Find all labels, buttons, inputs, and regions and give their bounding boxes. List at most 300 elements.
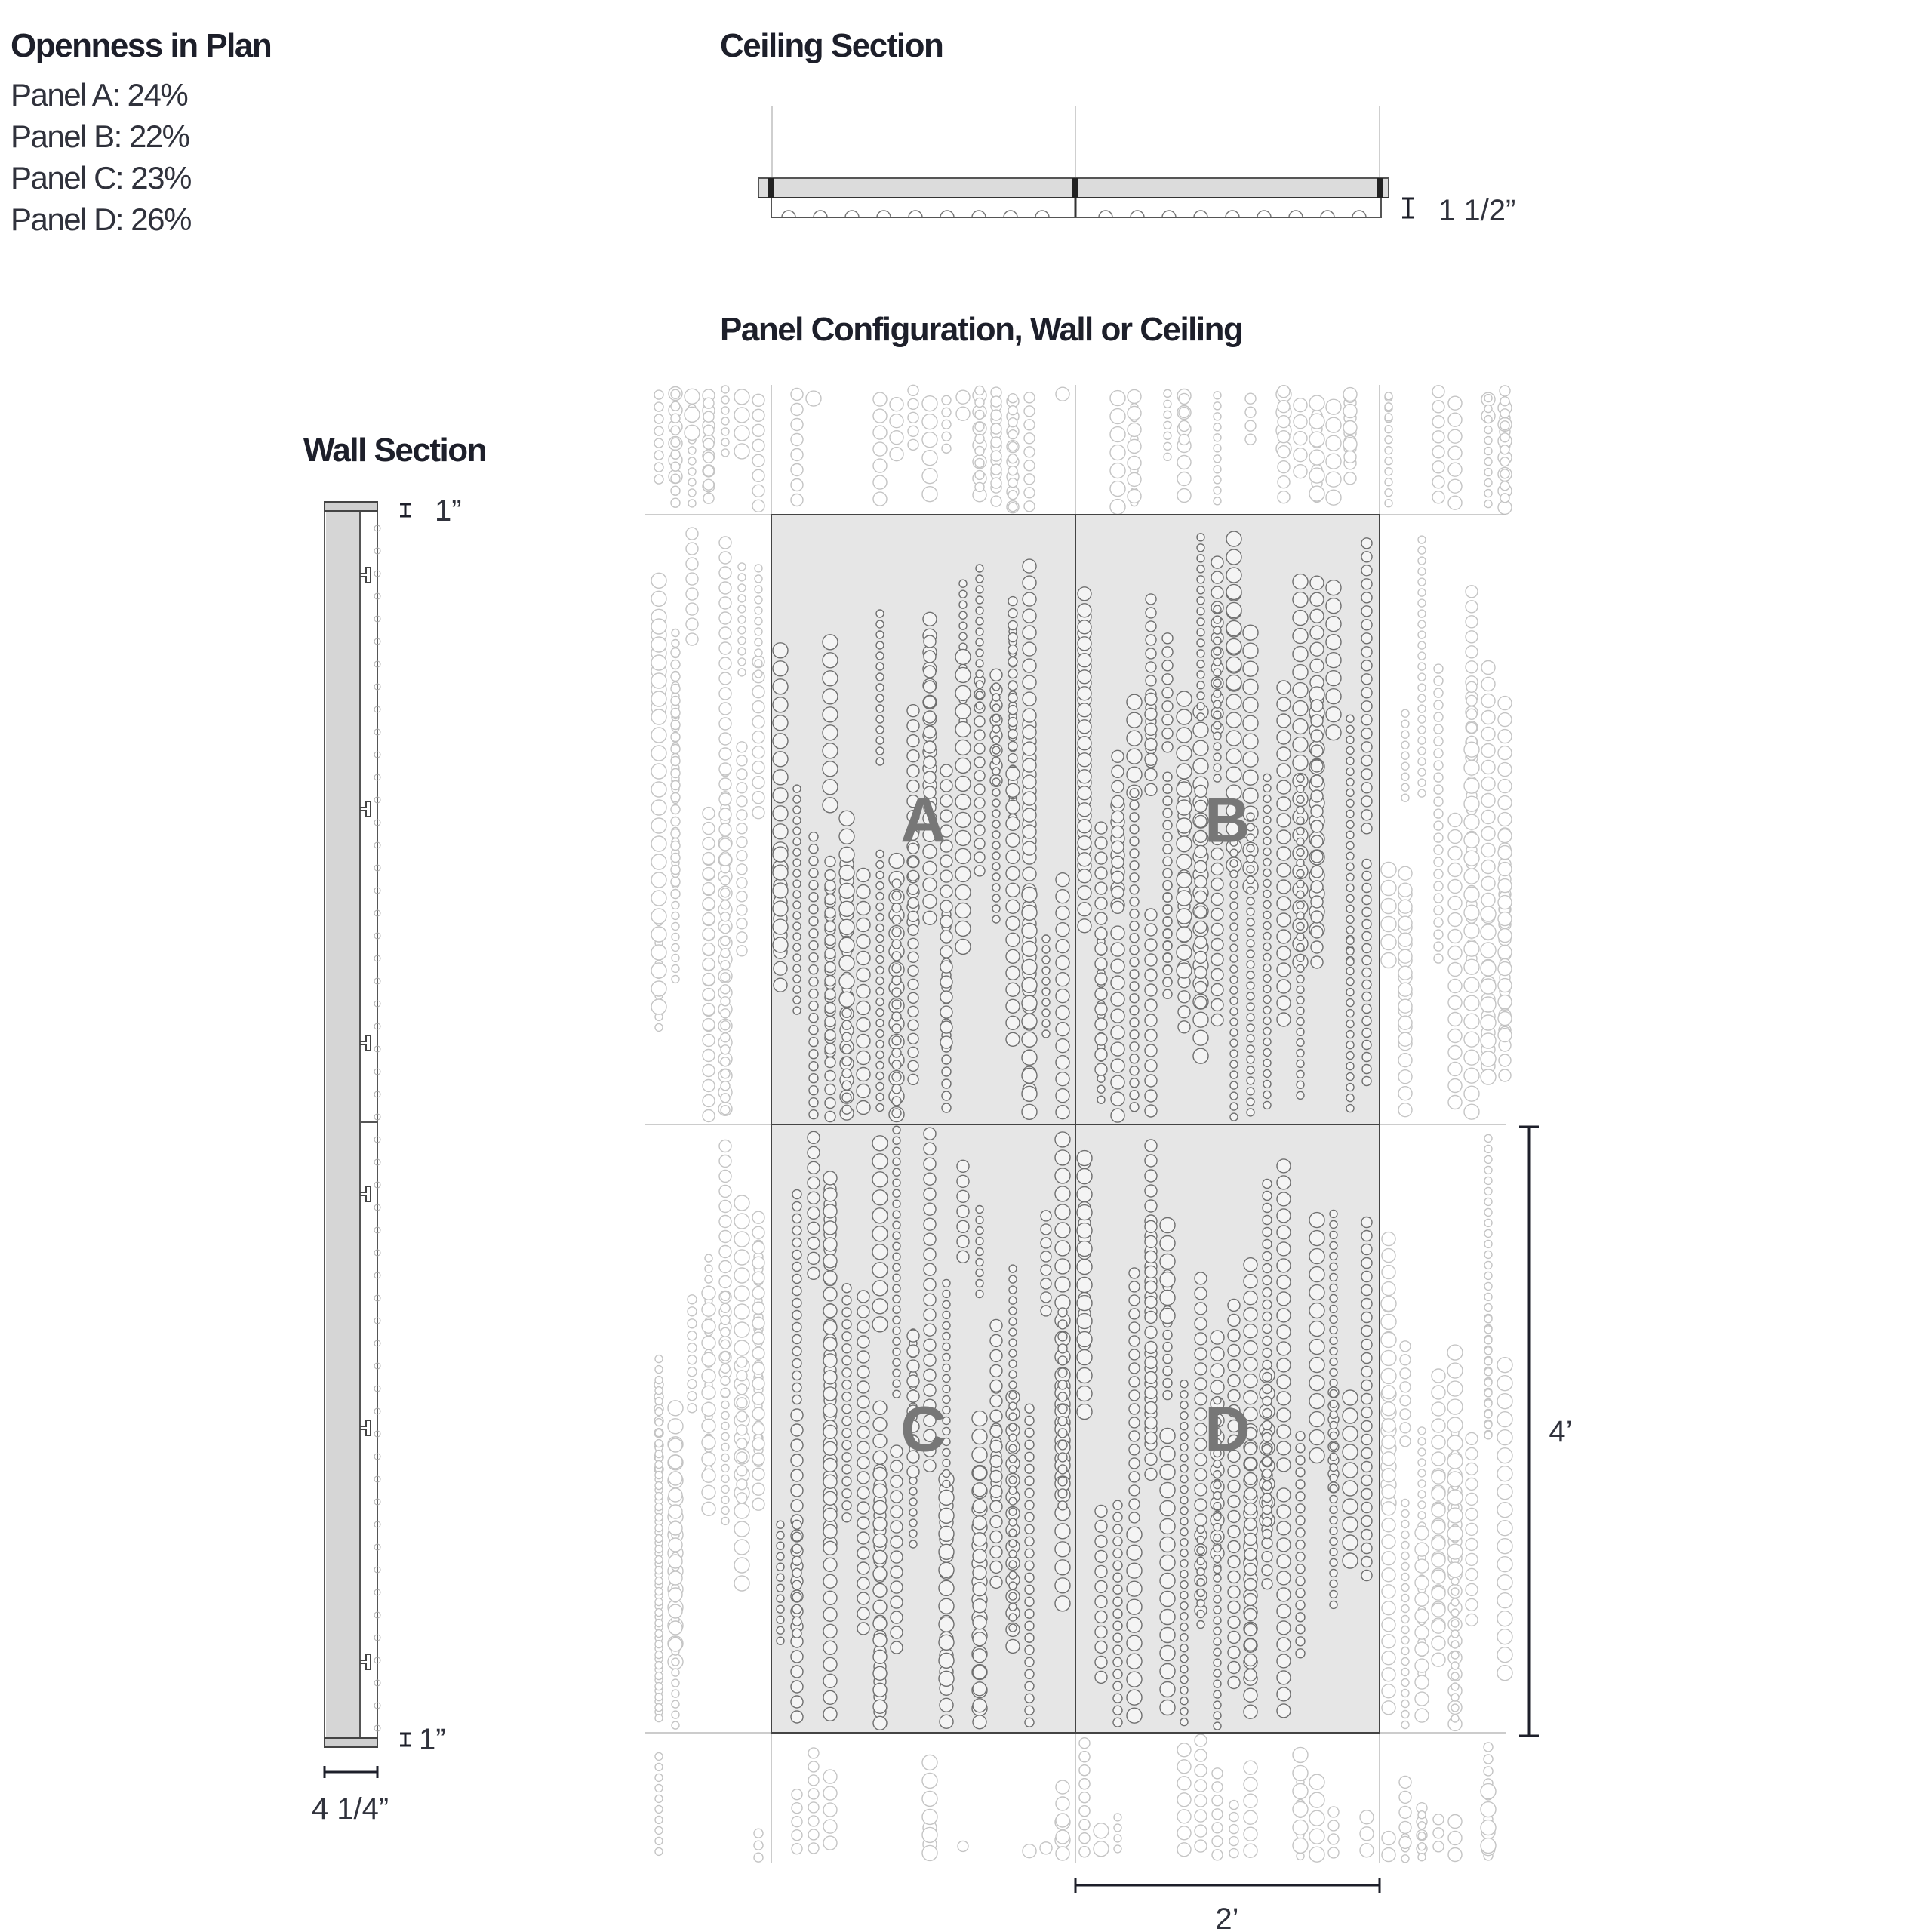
perforation-hole [1110, 463, 1125, 478]
perforation-hole [1130, 1054, 1139, 1063]
perforation-hole [1114, 1814, 1121, 1821]
perforation-hole [1418, 1843, 1426, 1850]
perforation-hole [1022, 1032, 1037, 1047]
perforation-hole [1008, 621, 1017, 630]
perforation-hole [1346, 778, 1354, 786]
perforation-hole [842, 1057, 851, 1066]
perforation-hole [1077, 1314, 1092, 1329]
perforation-hole [990, 1380, 1002, 1392]
perforation-hole [1077, 1169, 1092, 1184]
perforation-hole [1077, 1223, 1092, 1238]
perforation-hole [1247, 1003, 1254, 1011]
perforation-hole [1228, 1360, 1240, 1372]
perforation-hole [738, 574, 746, 581]
perforation-hole [924, 1173, 936, 1185]
perforation-hole [1130, 825, 1139, 834]
perforation-hole [1247, 971, 1254, 979]
perforation-hole [1212, 1850, 1223, 1860]
perforation-hole [1361, 1285, 1372, 1296]
perforation-hole [808, 1829, 819, 1840]
perforation-hole [808, 1267, 820, 1279]
perforation-hole [1466, 1568, 1478, 1580]
perforation-hole [1180, 1444, 1188, 1451]
perforation-hole [857, 985, 870, 998]
perforation-hole [1247, 1045, 1254, 1053]
perforation-hole [1113, 1561, 1122, 1570]
perforation-hole [973, 1666, 986, 1679]
perforation-hole [1399, 1821, 1411, 1833]
perforation-hole [1009, 1550, 1017, 1558]
perforation-hole [1160, 1254, 1175, 1269]
perforation-hole [1008, 406, 1017, 415]
perforation-hole [1195, 1272, 1207, 1284]
perforation-hole [792, 1299, 801, 1308]
perforation-hole [1401, 1552, 1409, 1560]
perforation-hole [669, 1488, 682, 1502]
perforation-hole [940, 1036, 952, 1048]
perforation-hole [842, 1069, 851, 1078]
perforation-hole [1362, 1017, 1371, 1026]
perforation-hole [1381, 935, 1396, 950]
perforation-hole [1346, 768, 1354, 775]
perforation-hole [1466, 1447, 1478, 1460]
perforation-hole [1466, 1508, 1478, 1520]
perforation-hole [1277, 764, 1291, 777]
perforation-hole [823, 1524, 837, 1538]
perforation-hole [825, 962, 835, 973]
perforation-hole [1214, 1574, 1221, 1582]
perforation-hole [1077, 1368, 1092, 1383]
perforation-hole [702, 1369, 715, 1383]
perforation-hole [1230, 1060, 1238, 1068]
perforation-hole [1293, 1747, 1308, 1762]
perforation-hole [1484, 1337, 1492, 1344]
perforation-hole [1484, 437, 1492, 445]
perforation-hole [1500, 421, 1509, 430]
perforation-hole [808, 1748, 819, 1758]
perforation-hole [1146, 648, 1156, 659]
perforation-hole [1177, 691, 1192, 706]
perforation-hole [1008, 454, 1017, 463]
perforation-hole [1226, 602, 1241, 617]
perforation-hole [1330, 1537, 1337, 1545]
perforation-hole [1263, 1409, 1272, 1418]
perforation-hole [1400, 1341, 1411, 1352]
perforation-hole [990, 1470, 1002, 1482]
perforation-hole [1432, 1402, 1445, 1416]
perforation-hole [1180, 1581, 1188, 1589]
perforation-hole [1361, 1326, 1372, 1337]
perforation-hole [651, 709, 666, 724]
perforation-hole [1211, 1331, 1224, 1344]
perforation-hole [990, 1334, 1002, 1346]
perforation-hole [721, 386, 729, 393]
perforation-hole [1163, 1379, 1172, 1388]
perforation-hole [1023, 559, 1036, 573]
perforation-hole [1362, 992, 1371, 1001]
perforation-hole [1145, 723, 1157, 735]
perforation-hole [792, 1532, 801, 1541]
perforation-hole [1346, 999, 1354, 1007]
perforation-hole [1230, 881, 1238, 888]
perforation-hole [1277, 747, 1291, 761]
perforation-hole [1130, 1030, 1139, 1039]
perforation-hole [1293, 1820, 1308, 1835]
perforation-hole [873, 1650, 887, 1663]
perforation-hole [1361, 565, 1372, 576]
perforation-hole [823, 1387, 837, 1401]
perforation-hole [1163, 1355, 1172, 1364]
wall-width-dimension-label: 4 1/4” [311, 1792, 389, 1826]
perforation-hole [1296, 1516, 1305, 1525]
perforation-hole [1006, 800, 1020, 814]
perforation-hole [924, 1309, 936, 1321]
perforation-hole [721, 1009, 730, 1018]
perforation-hole [1382, 1618, 1395, 1632]
perforation-hole [1385, 392, 1392, 400]
perforation-hole [1247, 961, 1254, 968]
perforation-hole [1400, 1395, 1411, 1406]
perforation-hole [1025, 1573, 1034, 1582]
perforation-hole [1484, 1251, 1492, 1258]
perforation-hole [991, 396, 1001, 407]
perforation-hole [1025, 1561, 1034, 1570]
perforation-hole [655, 1609, 663, 1617]
perforation-hole [1361, 1448, 1372, 1459]
perforation-hole [1214, 732, 1221, 740]
perforation-hole [1229, 1837, 1238, 1846]
perforation-hole [1361, 755, 1372, 766]
perforation-hole [1247, 1109, 1254, 1116]
perforation-hole [1309, 1810, 1324, 1826]
perforation-hole [1382, 1552, 1395, 1565]
perforation-hole [955, 794, 971, 809]
perforation-hole [1041, 1251, 1051, 1262]
perforation-hole [1400, 1423, 1411, 1433]
perforation-hole [990, 1500, 1002, 1512]
perforation-hole [791, 1696, 803, 1708]
perforation-hole [1177, 1777, 1191, 1790]
perforation-hole [1127, 1708, 1142, 1723]
perforation-hole [1056, 1830, 1069, 1844]
perforation-hole [737, 1398, 747, 1408]
perforation-hole [755, 660, 762, 667]
perforation-hole [1244, 1341, 1257, 1355]
perforation-hole [1058, 1429, 1067, 1438]
perforation-hole [1195, 1795, 1207, 1807]
perforation-hole [686, 588, 698, 600]
perforation-hole [1415, 1576, 1429, 1589]
perforation-hole [737, 905, 747, 915]
perforation-hole [1277, 963, 1291, 977]
perforation-hole [1330, 1601, 1337, 1608]
perforation-hole [1229, 1825, 1238, 1834]
perforation-hole [893, 1369, 900, 1377]
perforation-hole [957, 1190, 969, 1202]
perforation-hole [809, 941, 818, 950]
perforation-hole [688, 1404, 697, 1413]
perforation-hole [809, 844, 818, 854]
perforation-hole [688, 1367, 697, 1377]
perforation-hole [876, 1009, 884, 1017]
perforation-hole [1195, 891, 1207, 903]
perforation-hole [1330, 1442, 1337, 1450]
perforation-hole [1130, 789, 1139, 798]
perforation-hole [908, 924, 918, 935]
perforation-hole [957, 1220, 969, 1232]
perforation-hole [990, 1410, 1002, 1422]
perforation-hole [688, 1355, 697, 1364]
perforation-hole [1214, 700, 1221, 708]
openness-item-d: Panel D: 26% [11, 202, 191, 237]
perforation-hole [975, 398, 984, 407]
perforation-hole [876, 872, 884, 879]
perforation-hole [1008, 478, 1017, 488]
perforation-hole [1127, 749, 1142, 764]
perforation-hole [992, 873, 1000, 881]
perforation-hole [1448, 1063, 1462, 1076]
perforation-hole [1346, 789, 1354, 796]
perforation-hole [857, 1517, 869, 1529]
perforation-hole [809, 1038, 818, 1047]
perforation-hole [924, 756, 936, 768]
perforation-hole [1128, 456, 1141, 469]
perforation-hole [1311, 775, 1323, 787]
perforation-hole [1162, 674, 1173, 685]
ceiling-dimension-label: 1 1/2” [1438, 194, 1516, 227]
perforation-hole [1497, 1448, 1512, 1463]
perforation-hole [1418, 620, 1426, 628]
perforation-hole [823, 1171, 837, 1185]
perforation-hole [1382, 1668, 1395, 1681]
perforation-hole [671, 462, 680, 471]
perforation-hole [1263, 1506, 1272, 1515]
perforation-hole [1398, 1087, 1412, 1100]
perforation-hole [808, 1816, 819, 1826]
perforation-hole [1296, 1432, 1305, 1441]
perforation-hole [975, 482, 984, 491]
perforation-hole [1177, 746, 1192, 761]
perforation-hole [1464, 959, 1479, 974]
perforation-hole [842, 1093, 851, 1102]
perforation-hole [777, 1637, 784, 1644]
perforation-hole [1145, 753, 1157, 765]
perforation-hole [1343, 1481, 1358, 1496]
perforation-hole [752, 424, 764, 436]
perforation-hole [1296, 1625, 1305, 1634]
perforation-hole [1228, 1677, 1240, 1689]
perforation-hole [1296, 1637, 1305, 1646]
perforation-hole [1145, 1140, 1157, 1152]
perforation-hole [1113, 1681, 1122, 1690]
perforation-hole [876, 737, 884, 744]
perforation-hole [719, 1140, 731, 1152]
perforation-hole [1244, 1688, 1257, 1702]
perforation-hole [1195, 1469, 1207, 1481]
perforation-hole [1415, 1626, 1429, 1639]
perforation-hole [791, 1409, 803, 1421]
perforation-hole [1130, 921, 1139, 931]
perforation-hole [688, 457, 696, 465]
perforation-hole [1277, 1013, 1291, 1026]
perforation-hole [671, 672, 680, 681]
perforation-hole [1277, 1242, 1291, 1256]
perforation-hole [908, 857, 918, 867]
perforation-hole [1297, 1007, 1304, 1014]
perforation-hole [1164, 389, 1171, 397]
perforation-hole [1145, 1341, 1157, 1353]
perforation-hole [1400, 1368, 1411, 1379]
perforation-hole [1113, 1706, 1122, 1715]
perforation-hole [1177, 456, 1191, 469]
perforation-hole [1296, 1504, 1305, 1513]
perforation-hole [1297, 859, 1304, 866]
perforation-hole [1025, 1621, 1034, 1630]
perforation-hole [1056, 1056, 1069, 1069]
perforation-hole [1195, 1764, 1207, 1777]
perforation-hole [1230, 1092, 1238, 1100]
perforation-hole [1418, 599, 1426, 607]
perforation-hole [1311, 851, 1323, 863]
perforation-hole [1466, 601, 1478, 613]
perforation-hole [752, 777, 764, 789]
perforation-hole [1293, 1783, 1308, 1798]
perforation-hole [1042, 1009, 1050, 1017]
perforation-hole [792, 1263, 801, 1272]
perforation-hole [876, 988, 884, 995]
perforation-hole [1079, 1820, 1090, 1830]
perforation-hole [1432, 1452, 1445, 1466]
perforation-hole [755, 670, 762, 678]
perforation-hole [1164, 442, 1171, 450]
perforation-hole [907, 1466, 919, 1478]
perforation-hole [655, 1482, 663, 1490]
perforation-hole [1025, 1428, 1034, 1437]
perforation-hole [976, 1206, 983, 1214]
perforation-hole [1498, 962, 1512, 976]
perforation-hole [1498, 995, 1512, 1009]
perforation-hole [1247, 908, 1254, 915]
perforation-hole [924, 1294, 936, 1306]
perforation-hole [976, 1238, 983, 1245]
perforation-hole [1293, 629, 1308, 644]
perforation-hole [1214, 434, 1221, 441]
perforation-hole [1309, 1231, 1324, 1246]
perforation-hole [1177, 709, 1192, 724]
perforation-hole [1177, 1743, 1191, 1757]
perforation-hole [1228, 1571, 1240, 1583]
perforation-hole [1263, 1397, 1272, 1406]
perforation-hole [651, 691, 666, 706]
perforation-hole [721, 1291, 730, 1300]
perforation-hole [1434, 821, 1443, 830]
perforation-hole [1214, 743, 1221, 750]
perforation-hole [1214, 1555, 1221, 1563]
panel-letter-b: B [1204, 784, 1251, 856]
perforation-hole [955, 903, 971, 918]
perforation-hole [1095, 1611, 1107, 1623]
perforation-hole [1415, 1692, 1429, 1706]
perforation-hole [1385, 403, 1392, 411]
perforation-hole [1177, 836, 1192, 851]
perforation-hole [1346, 746, 1354, 754]
perforation-hole [1113, 1609, 1122, 1618]
perforation-hole [651, 981, 666, 996]
perforation-hole [1162, 660, 1173, 671]
perforation-hole [1160, 1429, 1175, 1444]
perforation-hole [1263, 848, 1271, 855]
perforation-hole [1294, 398, 1307, 412]
perforation-hole [1418, 684, 1426, 691]
perforation-hole [1177, 1793, 1191, 1807]
perforation-hole [1145, 783, 1157, 795]
perforation-hole [892, 903, 901, 912]
perforation-hole [1401, 1605, 1409, 1613]
perforation-hole [1055, 1241, 1070, 1256]
perforation-hole [825, 1084, 835, 1095]
perforation-hole [823, 1491, 837, 1505]
perforation-hole [1226, 620, 1241, 635]
perforation-hole [1401, 1595, 1409, 1602]
perforation-hole [754, 1829, 763, 1838]
perforation-hole [1056, 387, 1069, 401]
perforation-hole [955, 866, 971, 881]
perforation-hole [876, 684, 884, 691]
perforation-hole [922, 487, 937, 502]
perforation-hole [1415, 1592, 1429, 1606]
perforation-hole [1214, 1606, 1221, 1614]
perforation-hole [809, 832, 818, 841]
perforation-hole [651, 836, 666, 851]
perforation-hole [773, 643, 788, 658]
perforation-hole [793, 986, 801, 993]
perforation-hole [876, 1030, 884, 1038]
perforation-hole [671, 426, 680, 435]
perforation-hole [668, 1401, 683, 1416]
perforation-hole [1330, 1548, 1337, 1555]
perforation-hole [792, 1629, 801, 1638]
perforation-hole [719, 642, 731, 654]
perforation-hole [1328, 1847, 1339, 1858]
perforation-hole [943, 1480, 950, 1487]
perforation-hole [721, 1411, 729, 1419]
perforation-hole [1484, 1240, 1492, 1247]
perforation-hole [1346, 1084, 1354, 1091]
perforation-hole [721, 888, 730, 897]
perforation-hole [1498, 697, 1512, 710]
perforation-hole [1362, 956, 1371, 965]
perforation-hole [792, 1323, 801, 1332]
perforation-hole [1277, 1604, 1291, 1618]
perforation-hole [1481, 979, 1496, 994]
perforation-hole [1481, 1838, 1496, 1854]
perforation-hole [752, 1438, 764, 1450]
perforation-hole [1006, 817, 1020, 830]
perforation-hole [1180, 1697, 1188, 1705]
perforation-hole [1498, 929, 1512, 943]
perforation-hole [990, 1485, 1002, 1497]
perforation-hole [651, 591, 666, 606]
perforation-hole [893, 1232, 900, 1239]
perforation-hole [1078, 886, 1091, 900]
perforation-hole [1277, 1521, 1291, 1535]
perforation-hole [1481, 961, 1496, 976]
perforation-hole [808, 1789, 819, 1799]
perforation-hole [1025, 1549, 1034, 1558]
perforation-hole [1023, 867, 1036, 881]
perforation-hole [1277, 1375, 1291, 1389]
perforation-hole [792, 1556, 801, 1565]
